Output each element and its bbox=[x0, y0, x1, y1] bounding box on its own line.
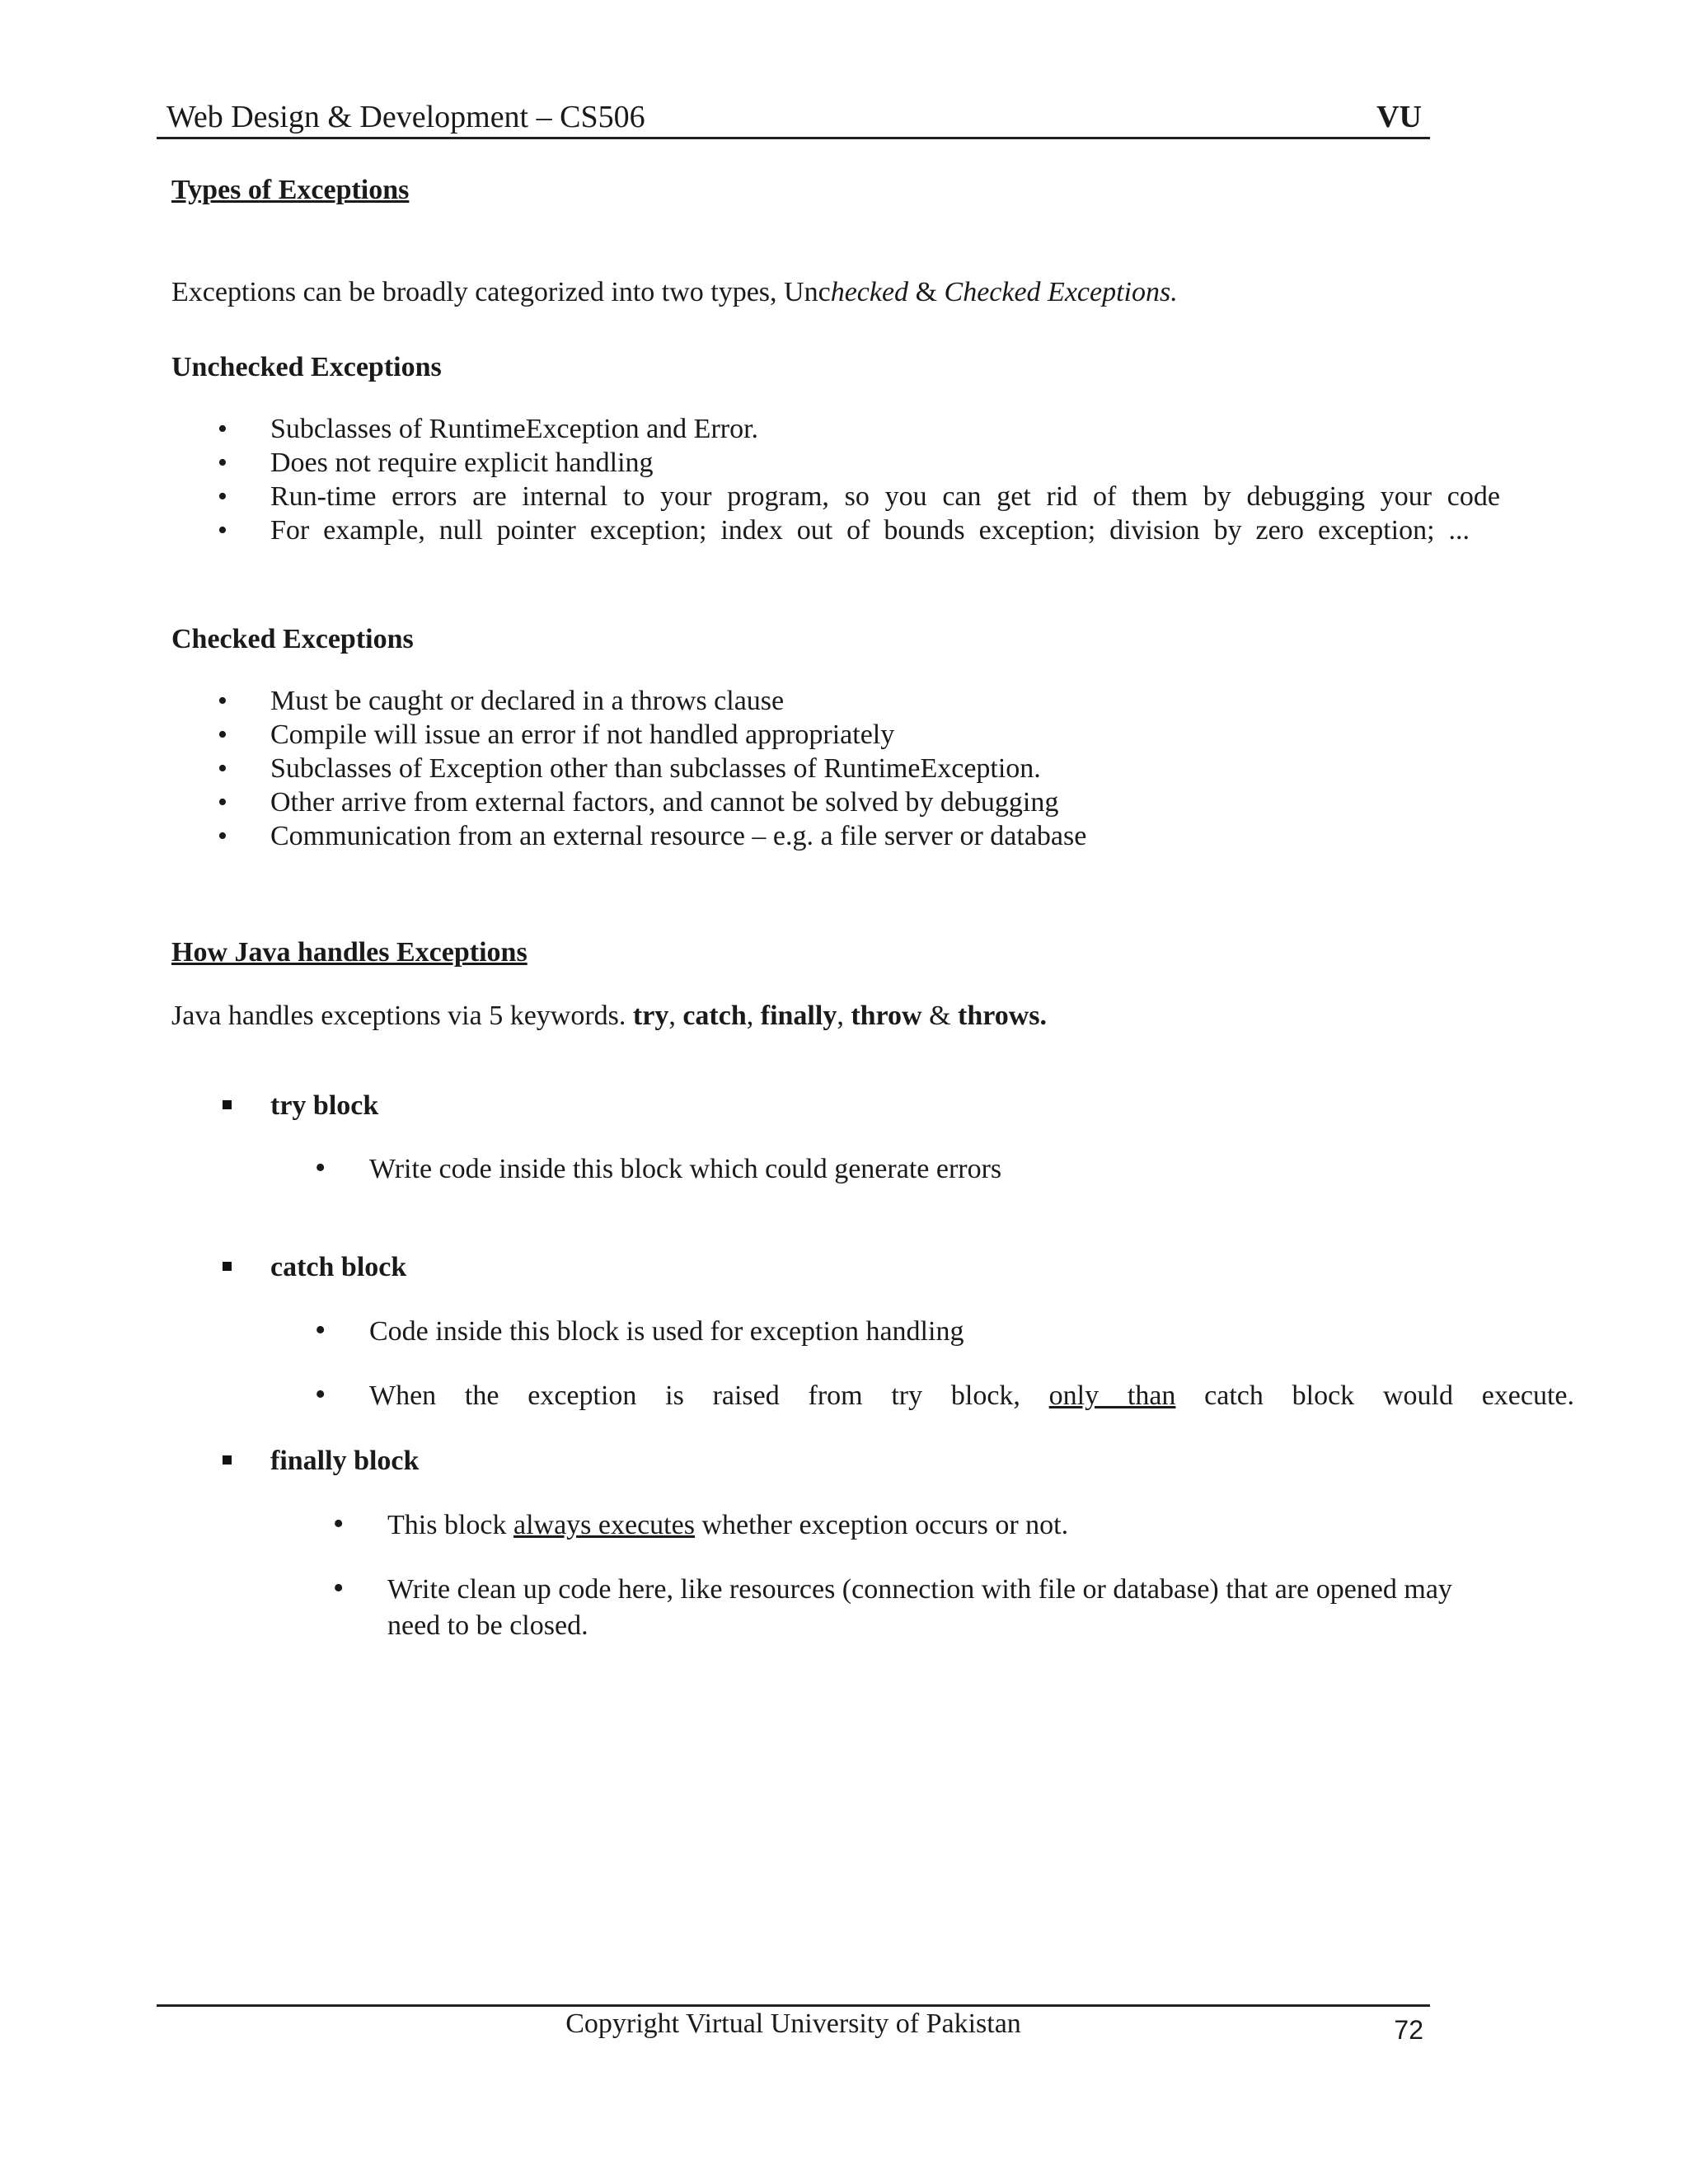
unchecked-list bbox=[171, 412, 1500, 547]
institution-label: VU bbox=[1376, 100, 1422, 134]
copyright-text: Copyright Virtual University of Pakistan bbox=[565, 2008, 1021, 2039]
page-footer bbox=[157, 2004, 1430, 2045]
page-number: 72 bbox=[1394, 2015, 1423, 2045]
square-bullet-icon bbox=[223, 1455, 232, 1465]
types-intro: Exceptions can be broadly categorized into two types, Unchecked & Checked Exceptions. bbox=[171, 277, 1178, 307]
list-item: • Compile will issue an error if not handled appropriately bbox=[218, 719, 895, 750]
heading-types-of-exceptions: Types of Exceptions bbox=[171, 175, 410, 205]
list-item: • Does not require explicit handling bbox=[218, 448, 654, 478]
list-item: • Run-time errors are internal to your program, so you can get rid of them by debugging your code bbox=[218, 481, 1500, 512]
java-keywords-intro: Java handles exceptions via 5 keywords. try, catch, finally, throw & throws. bbox=[171, 1001, 1048, 1031]
list-item: • For example, null pointer exception; index out of bounds exception; division by zero exception; ... bbox=[218, 515, 1470, 546]
bullet-icon: • bbox=[315, 1313, 326, 1347]
checked-list bbox=[171, 684, 1086, 853]
page-header bbox=[157, 97, 1430, 139]
bullet-icon: • bbox=[333, 1571, 345, 1605]
list-item: • Must be caught or declared in a throws clause bbox=[218, 686, 785, 716]
heading-unchecked-exceptions: Unchecked Exceptions bbox=[171, 352, 442, 382]
bullet-icon: • bbox=[315, 1377, 326, 1412]
course-title: Web Design & Development – CS506 bbox=[166, 100, 645, 134]
bullet-icon: • bbox=[333, 1507, 345, 1541]
square-bullet-icon bbox=[223, 1100, 232, 1109]
try-block-heading: try block bbox=[171, 1089, 378, 1122]
heading-checked-exceptions: Checked Exceptions bbox=[171, 624, 414, 654]
heading-how-java-handles: How Java handles Exceptions bbox=[171, 937, 528, 968]
catch-block-heading: catch block bbox=[171, 1250, 406, 1284]
finally-block-heading: finally block bbox=[171, 1444, 419, 1478]
list-item: • Subclasses of Exception other than subclasses of RuntimeException. bbox=[218, 753, 1041, 784]
list-item: • Other arrive from external factors, and cannot be solved by debugging bbox=[218, 787, 1059, 818]
list-item: • Communication from an external resource – e.g. a file server or database bbox=[218, 821, 1087, 851]
square-bullet-icon bbox=[223, 1262, 232, 1271]
bullet-icon: • bbox=[315, 1151, 326, 1185]
list-item: • Subclasses of RuntimeException and Error. bbox=[218, 414, 759, 444]
